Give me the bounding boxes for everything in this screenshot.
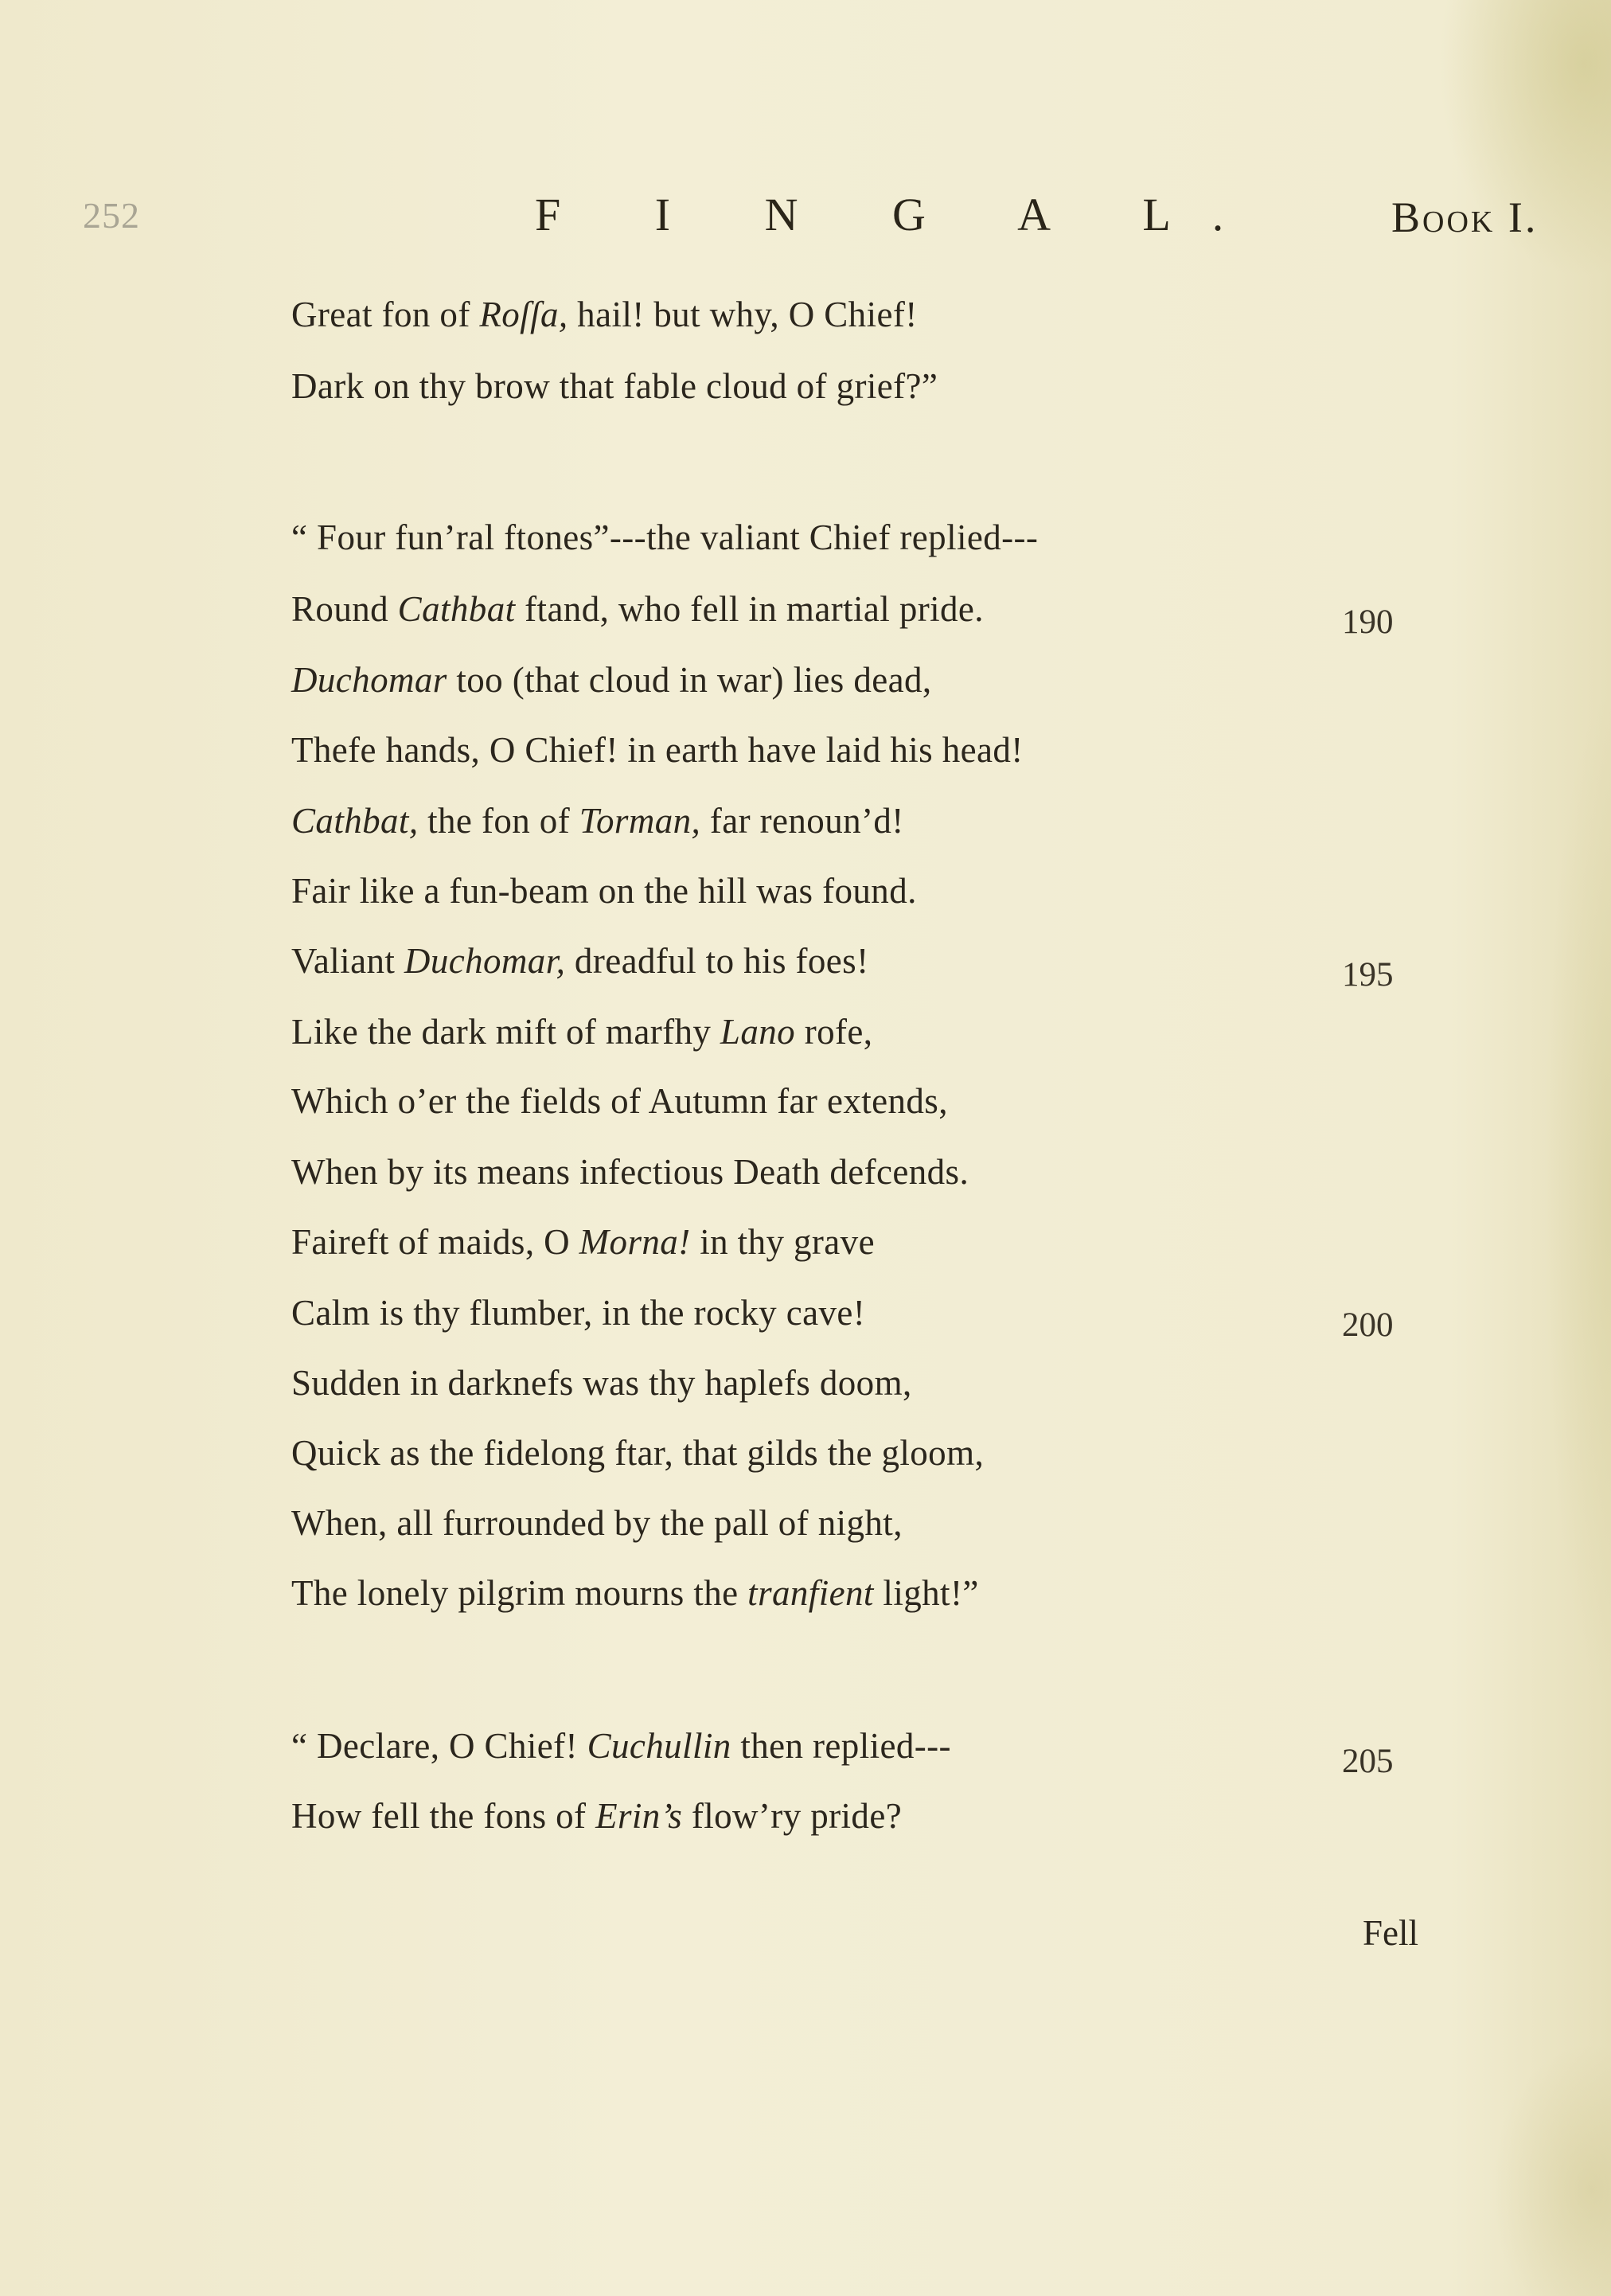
verse-text: Sudden in darknefs was thy haplefs doom, xyxy=(291,1363,912,1403)
verse-text: light!” xyxy=(873,1573,979,1613)
italic-name: Roſſa, xyxy=(479,295,568,334)
verse-text: Dark on thy brow that fable cloud of grief?” xyxy=(291,366,938,406)
verse-line xyxy=(291,656,932,704)
verse-text: Great fon of xyxy=(291,295,480,334)
italic-name: Erin’s xyxy=(595,1796,683,1836)
book-label: Book I. xyxy=(1391,193,1539,241)
verse-text: in thy grave xyxy=(690,1222,875,1262)
verse-text: Round xyxy=(291,589,398,629)
verse-text: Thefe hands, O Chief! in earth have laid his head! xyxy=(291,730,1024,770)
verse-line xyxy=(291,1289,865,1337)
italic-name: Cathbat, xyxy=(291,801,419,841)
verse-text: ftand, who fell in martial pride. xyxy=(515,589,984,629)
page-number: 252 xyxy=(83,195,140,236)
verse-line xyxy=(291,1218,875,1266)
verse-line xyxy=(291,1359,912,1407)
verse-line xyxy=(291,291,918,338)
line-number: 190 xyxy=(1342,603,1394,641)
verse-text: Quick as the fidelong ftar, that gilds the gloom, xyxy=(291,1433,985,1473)
italic-name: tranfient xyxy=(747,1573,874,1613)
verse-text: hail! but why, O Chief! xyxy=(568,295,918,334)
verse-line xyxy=(291,585,984,633)
verse-line xyxy=(291,867,917,915)
verse-text: then replied--- xyxy=(731,1726,951,1766)
verse-line xyxy=(291,513,1038,561)
verse-text: Valiant xyxy=(291,941,404,981)
verse-text: far renoun’d! xyxy=(700,801,904,841)
verse-text: Calm is thy flumber, in the rocky cave! xyxy=(291,1293,866,1333)
verse-line xyxy=(291,937,868,985)
italic-name: Torman, xyxy=(579,801,701,841)
verse-text: “ Four fun’ral ftones”---the valiant Chief replied--- xyxy=(291,517,1039,557)
verse-text: Which o’er the fields of Autumn far extends, xyxy=(291,1081,948,1121)
verse-line xyxy=(291,1722,951,1770)
verse-text: rofe, xyxy=(795,1012,873,1052)
italic-name: Cuchullin xyxy=(587,1726,731,1766)
verse-text: When, all furrounded by the pall of night, xyxy=(291,1503,903,1543)
verse-line xyxy=(291,1077,948,1125)
verse-text: Faireft of maids, O xyxy=(291,1222,579,1262)
verse-text: Like the dark mift of marfhy xyxy=(291,1012,720,1052)
verse-text: “ Declare, O Chief! xyxy=(291,1726,587,1766)
line-number: 205 xyxy=(1342,1743,1394,1780)
verse-text: too (that cloud in war) lies dead, xyxy=(447,660,932,700)
verse-line xyxy=(291,1148,969,1196)
line-number: 195 xyxy=(1342,956,1394,994)
verse-line xyxy=(291,1569,979,1617)
running-title: F I N G A L. xyxy=(535,189,1266,240)
verse-text: How fell the fons of xyxy=(291,1796,596,1836)
italic-name: Morna! xyxy=(579,1222,691,1262)
verse-line xyxy=(291,726,1024,774)
italic-name: Duchomar, xyxy=(404,941,566,981)
italic-name: Lano xyxy=(720,1012,796,1052)
catchword: Fell xyxy=(1363,1913,1419,1953)
italic-name: Duchomar xyxy=(291,660,447,700)
verse-line xyxy=(291,1429,984,1477)
verse-text: dreadful to his foes! xyxy=(565,941,869,981)
verse-line xyxy=(291,1008,872,1056)
italic-name: Cathbat xyxy=(397,589,516,629)
verse-text: Fair like a fun-beam on the hill was found. xyxy=(291,871,917,911)
verse-line xyxy=(291,1499,903,1547)
verse-text: the fon of xyxy=(418,801,579,841)
verse-text: The lonely pilgrim mourns the xyxy=(291,1573,748,1613)
verse-line xyxy=(291,797,904,845)
verse-line xyxy=(291,362,938,410)
line-number: 200 xyxy=(1342,1306,1394,1344)
verse-line xyxy=(291,1792,902,1840)
verse-text: When by its means infectious Death defcends. xyxy=(291,1152,969,1192)
verse-text: flow’ry pride? xyxy=(682,1796,903,1836)
